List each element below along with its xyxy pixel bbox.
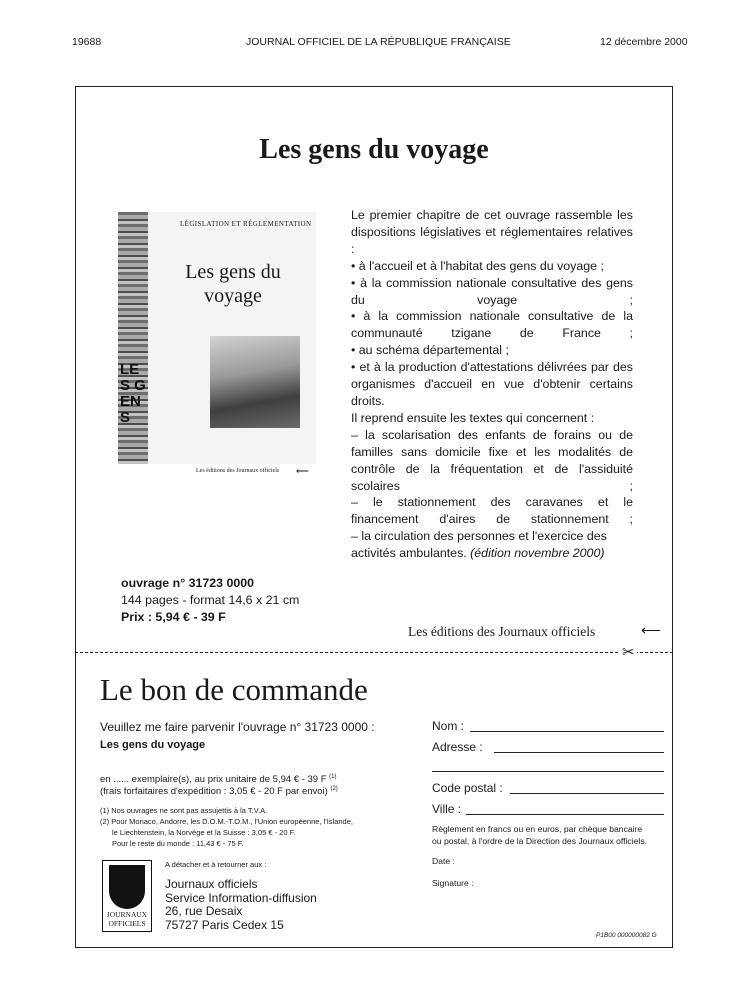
logo-text-line-1: JOURNAUX — [106, 910, 148, 919]
order-request: Veuillez me faire parvenir l'ouvrage n° 31723 0000 : — [100, 720, 375, 734]
logo-mark — [109, 865, 145, 909]
desc-subintro: Il reprend ensuite les textes qui concernent : — [351, 410, 595, 425]
ville-label: Ville : — [432, 802, 462, 816]
address-line-1: Journaux officiels — [165, 877, 258, 891]
footnote-2: (2) Pour Monaco, Andorre, les D.O.M.-T.O.M., l'Union européenne, l'Islande, — [100, 817, 353, 826]
arrow-left-icon: ⟵ — [641, 622, 662, 638]
logo-text-line-2: OFFICIELS — [108, 919, 146, 928]
code-postal-field[interactable] — [510, 793, 664, 794]
adresse-field-line-2[interactable] — [432, 771, 664, 772]
payment-line-2: ou postal, à l'ordre de la Direction des Journaux officiels. — [432, 836, 648, 846]
issue-date: 12 décembre 2000 — [600, 36, 688, 48]
book-description — [351, 207, 633, 562]
logo-text — [104, 910, 150, 928]
nom-label: Nom : — [432, 719, 465, 733]
book-reference: ouvrage n° 31723 0000 — [121, 576, 255, 590]
nom-field[interactable] — [470, 731, 664, 732]
cover-spine — [118, 212, 148, 464]
shipping-line-wrap — [100, 786, 338, 797]
quantity-note-ref: (1) — [329, 774, 337, 780]
shipping-note-ref: (2) — [330, 786, 338, 792]
desc-bullet-1: • à l'accueil et à l'habitat des gens du voyage ; — [351, 258, 604, 273]
page-number: 19688 — [72, 36, 102, 48]
desc-item-3: – la circulation des personnes et l'exercice des activités ambulantes. — [351, 529, 607, 561]
footnote-2c: Pour le reste du monde : 11,43 € - 75 F. — [112, 839, 244, 848]
signature-label: Signature : — [432, 878, 474, 888]
cover-kicker: LÉGISLATION ET RÉGLEMENTATION — [180, 220, 312, 228]
edition-note: (édition novembre 2000) — [470, 546, 605, 561]
return-label: A détacher et à retourner aux : — [165, 860, 267, 869]
publisher-signature: Les éditions des Journaux officiels — [408, 624, 596, 639]
journal-title: JOURNAL OFFICIEL DE LA RÉPUBLIQUE FRANÇAISE — [246, 36, 511, 48]
desc-bullet-4: • au schéma départemental ; — [351, 343, 509, 358]
quantity-line-wrap — [100, 774, 337, 785]
desc-bullet-3: • à la commission nationale consultative de la communauté tzigane de France ; — [351, 309, 633, 341]
desc-item-1: – la scolarisation des enfants de forains ou de familles sans domicile fixe et les modalités de contrôle de la fréquentation et de l'assiduité scolaires ; — [351, 427, 633, 493]
cover-spine-text: LES GENS — [120, 361, 146, 426]
address-line-4: 75727 Paris Cedex 15 — [165, 917, 284, 932]
payment-line-1: Règlement en francs ou en euros, par chèque bancaire — [432, 824, 643, 834]
adresse-label: Adresse : — [432, 740, 483, 754]
journaux-officiels-logo — [102, 860, 152, 932]
cover-arrow-icon: ⟵ — [296, 466, 309, 476]
footnote-1: (1) Nos ouvrages ne sont pas assujettis à la T.V.A. — [100, 806, 268, 815]
adresse-field[interactable] — [494, 752, 664, 753]
scissors-icon: ✂ — [622, 644, 635, 661]
return-address — [165, 878, 317, 932]
desc-item-2: – le stationnement des caravanes et le financement d'aires de stationnement ; — [351, 495, 633, 527]
cover-publisher-line: Les éditions des Journaux officiels — [196, 468, 280, 474]
payment-terms — [432, 823, 647, 847]
ville-field[interactable] — [466, 814, 664, 815]
address-line-3: 26, rue Desaix — [165, 904, 243, 918]
order-heading: Le bon de commande — [100, 672, 368, 707]
book-price: Prix : 5,94 € - 39 F — [121, 610, 226, 624]
code-postal-label: Code postal : — [432, 781, 503, 795]
address-line-2: Service Information-diffusion — [165, 890, 317, 905]
footnote-2b: le Liechtenstein, la Norvège et la Suisse : 3,05 € - 20 F. — [112, 828, 296, 837]
desc-bullet-2: • à la commission nationale consultative des gens du voyage ; — [351, 275, 633, 307]
date-label: Date : — [432, 856, 455, 866]
book-cover — [118, 212, 316, 476]
cut-line — [75, 652, 673, 653]
book-title: Les gens du voyage — [259, 134, 489, 165]
cover-title: Les gens du voyage — [185, 261, 281, 307]
desc-intro: Le premier chapitre de cet ouvrage rassemble les dispositions législatives et réglementaires relatives : — [351, 208, 633, 256]
form-code: P1B00 000000082 G — [596, 932, 657, 939]
book-format: 144 pages - format 14,6 x 21 cm — [121, 593, 300, 607]
desc-bullet-5: • et à la production d'attestations délivrées par des organismes d'accueil en vue d'obtenir certains droits. — [351, 360, 633, 408]
cover-photo — [210, 336, 300, 428]
desc-item-3-wrap — [351, 528, 633, 562]
order-request-title: Les gens du voyage — [100, 739, 206, 751]
quantity-line: en ...... exemplaire(s), au prix unitaire de 5,94 € - 39 F — [100, 774, 327, 786]
shipping-line: (frais forfaitaires d'expédition : 3,05 € - 20 F par envoi) — [100, 786, 328, 798]
book-reference-block — [121, 575, 299, 626]
